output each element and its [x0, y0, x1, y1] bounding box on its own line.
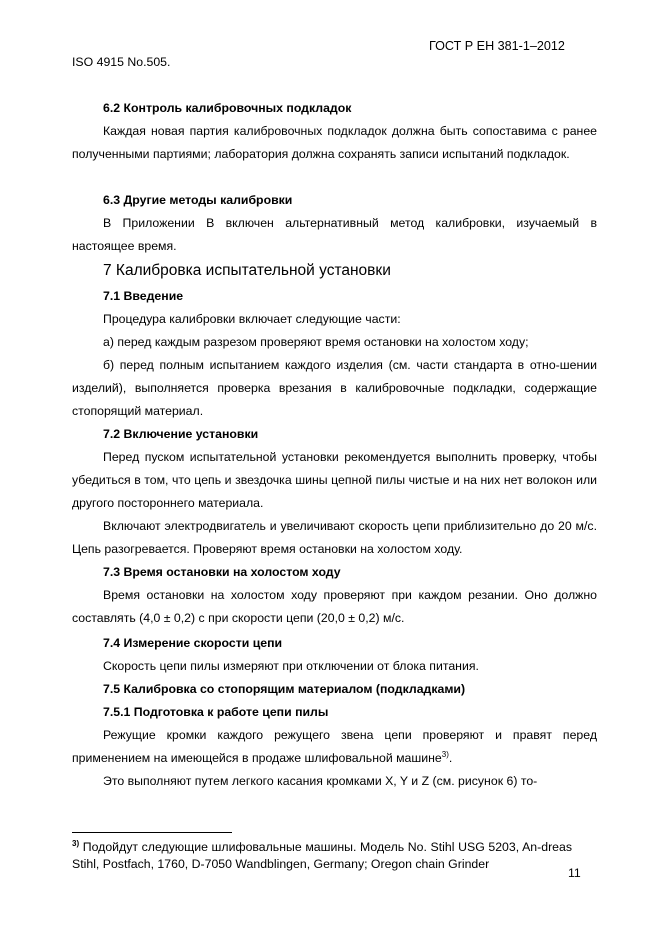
section-7-1-heading: 7.1 Введение — [103, 289, 184, 303]
section-7-1-intro: Процедура калибровки включает следующие части: — [103, 312, 401, 326]
section-6-2-text: Каждая новая партия калибровочных подкладок должна быть сопоставима с ранее полученными партиями; лаборатория должна сохранять записи испытаний подкладок. — [72, 124, 597, 161]
list-item-a: а) перед каждым разрезом проверяют время остановки на холостом ходу; — [103, 335, 529, 349]
section-7-5-heading: 7.5 Калибровка со стопорящим материалом (подкладками) — [103, 682, 466, 696]
footnote-marker: 3) — [72, 838, 80, 848]
section-7-5-1-text-2: Это выполняют путем легкого касания кромками X, Y и Z (см. рисунок 6) то- — [103, 774, 538, 788]
section-7-5-1-text-1 — [72, 724, 597, 770]
page-number: 11 — [568, 866, 581, 880]
carry-over-text: ISO 4915 No.505. — [72, 55, 171, 69]
section-7-3-heading: 7.3 Время остановки на холостом ходу — [103, 565, 341, 579]
section-6-3-heading: 6.3 Другие методы калибровки — [103, 193, 293, 207]
footnote-rule — [72, 832, 232, 833]
section-6-3-text: В Приложении В включен альтернативный метод калибровки, изучаемый в настоящее время. — [72, 216, 597, 253]
section-7-5-1-heading: 7.5.1 Подготовка к работе цепи пилы — [103, 705, 329, 719]
section-6-2-heading: 6.2 Контроль калибровочных подкладок — [103, 101, 352, 115]
section-7-3-text: Время остановки на холостом ходу проверяют при каждом резании. Оно должно составлять (4,0 ± 0,2) с при скорости цепи (20,0 ± 0,2) м/с. — [72, 588, 597, 625]
list-item-b: б) перед полным испытанием каждого изделия (см. части стандарта в отно-шении изделий), выполняется проверка врезания в калибровочные подкладки, содержащие стопорящий материал. — [72, 358, 597, 418]
footnote-reference: 3) — [441, 749, 449, 759]
section-7-heading: 7 Калибровка испытательной установки — [103, 262, 391, 279]
section-7-4-heading: 7.4 Измерение скорости цепи — [103, 636, 283, 650]
standard-designation: ГОСТ Р ЕН 381-1–2012 — [429, 39, 565, 53]
section-7-2-text-2: Включают электродвигатель и увеличивают скорость цепи приблизительно до 20 м/с. Цепь разогревается. Проверяют время остановки на холостом ходу. — [72, 519, 597, 556]
section-7-4-text: Скорость цепи пилы измеряют при отключении от блока питания. — [103, 659, 479, 673]
footnote-text: Подойдут следующие шлифовальные машины. Модель No. Stihl USG 5203, An-dreas Stihl, Postfach, 1760, D-7050 Wandblingen, Germany; Oregon chain Grinder — [72, 840, 573, 871]
section-7-5-1-text-1-end: . — [448, 751, 453, 765]
section-7-2-heading: 7.2 Включение установки — [103, 427, 259, 441]
section-7-5-1-text-1-body: Режущие кромки каждого режущего звена цепи проверяют и правят перед применением на имеющейся в продаже шлифовальной машине — [72, 728, 597, 765]
footnote — [72, 839, 572, 873]
section-7-2-text-1: Перед пуском испытательной установки рекомендуется выполнить проверку, чтобы убедиться в том, что цепь и звездочка шины цепной пилы чистые и на них нет волокон или другого постороннего материала. — [72, 450, 597, 510]
